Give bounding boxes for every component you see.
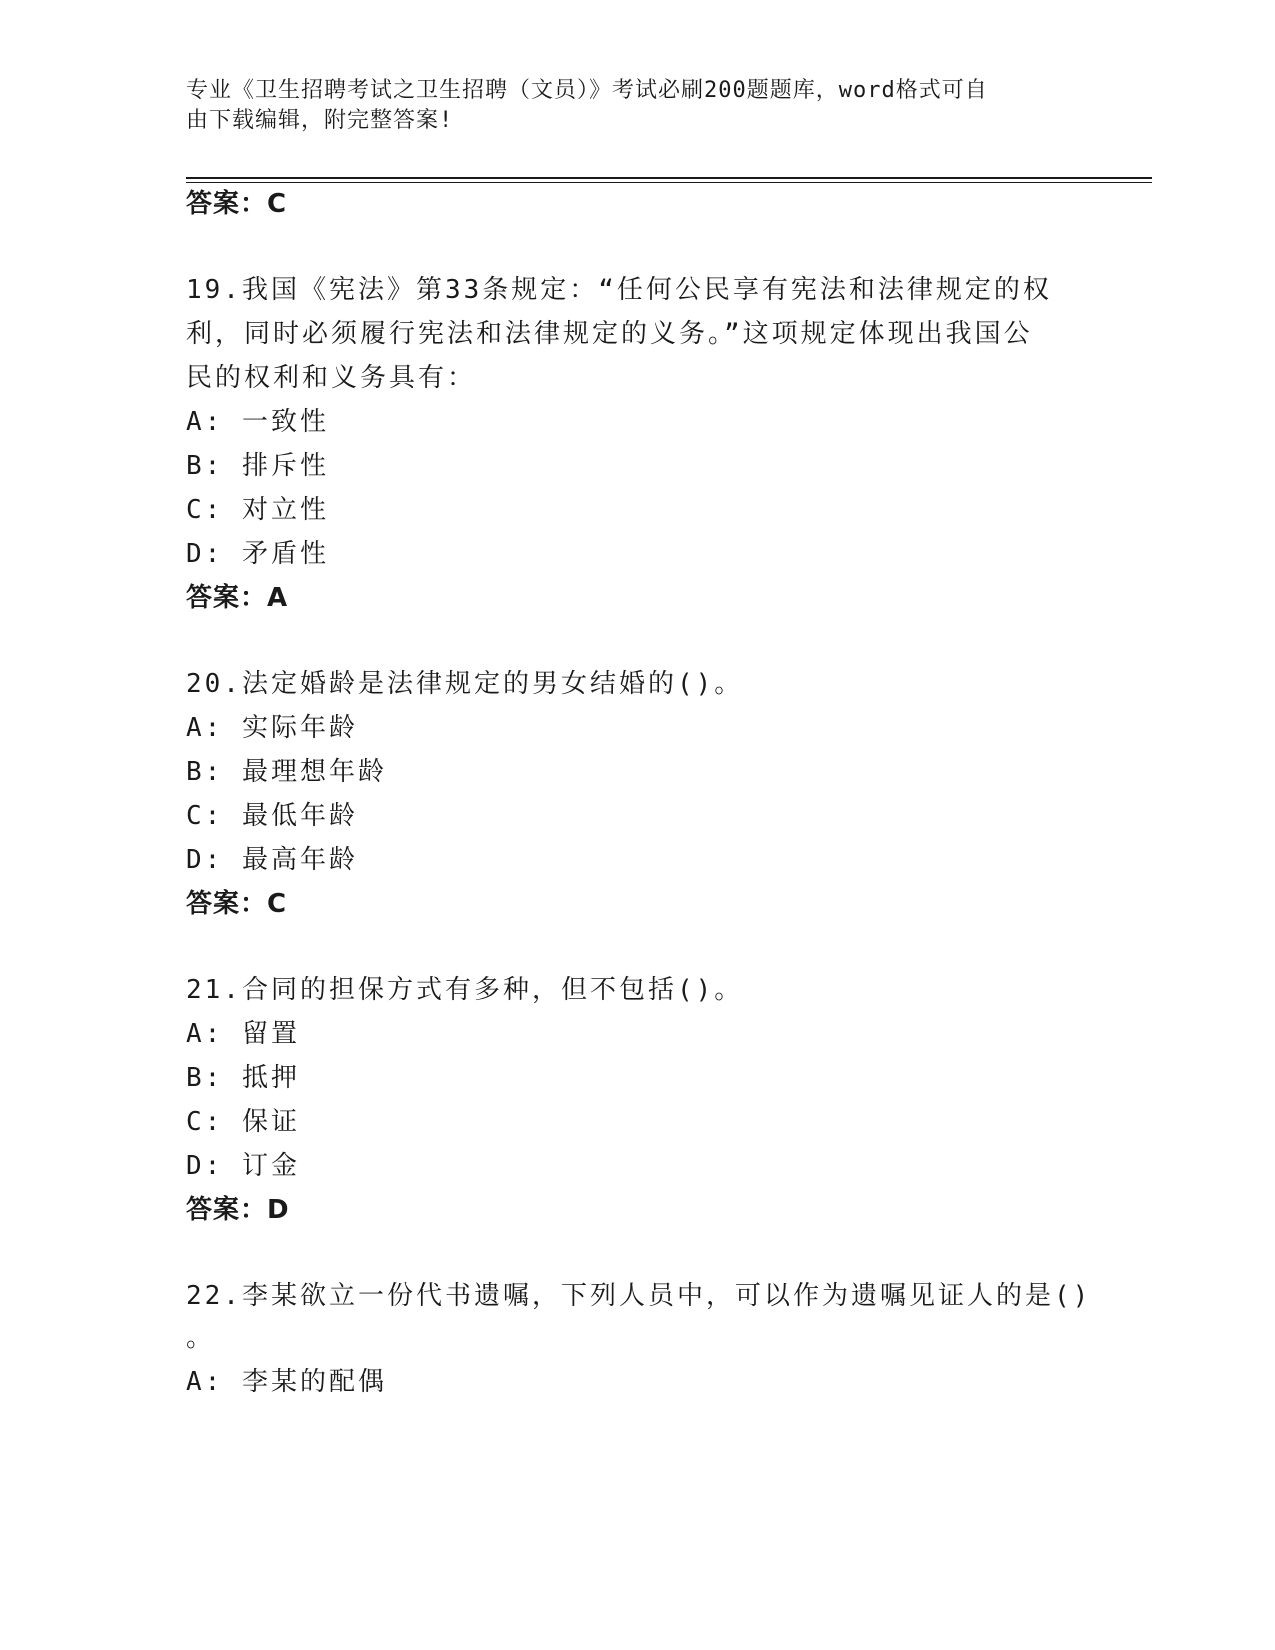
question-19-answer: 答案：A	[186, 583, 289, 613]
header-divider-thick	[186, 177, 1152, 179]
question-19-option-c: C: 对立性	[186, 495, 329, 525]
question-22-option-a: A: 李某的配偶	[186, 1367, 387, 1397]
header-divider-thin	[186, 182, 1152, 183]
question-22-stem-line-1: 22.李某欲立一份代书遗嘱，下列人员中，可以作为遗嘱见证人的是()	[186, 1281, 1092, 1311]
question-19-option-d: D: 矛盾性	[186, 539, 329, 569]
question-20-answer: 答案：C	[186, 889, 288, 919]
question-19-option-a: A: 一致性	[186, 407, 329, 437]
question-20-option-d: D: 最高年龄	[186, 845, 358, 875]
header-line-1: 专业《卫生招聘考试之卫生招聘（文员）》考试必刷200题题库，word格式可自	[186, 78, 988, 103]
document-header	[186, 76, 1066, 136]
question-21-option-b: B: 抵押	[186, 1063, 300, 1093]
question-20-option-b: B: 最理想年龄	[186, 757, 387, 787]
header-line-2: 由下载编辑，附完整答案!	[186, 108, 454, 133]
question-20-stem-line-1: 20.法定婚龄是法律规定的男女结婚的()。	[186, 669, 744, 699]
question-21-answer: 答案：D	[186, 1195, 290, 1225]
question-22-stem-line-2: 。	[186, 1323, 216, 1353]
question-19-stem-line-1: 19.我国《宪法》第33条规定：“任何公民享有宪法和法律规定的权	[186, 275, 1052, 305]
question-20-option-a: A: 实际年龄	[186, 713, 358, 743]
question-19-option-b: B: 排斥性	[186, 451, 329, 481]
question-19-stem-line-2: 利，同时必须履行宪法和法律规定的义务。”这项规定体现出我国公	[186, 319, 1033, 349]
previous-answer: 答案：C	[186, 189, 288, 219]
question-21-stem-line-1: 21.合同的担保方式有多种，但不包括()。	[186, 975, 744, 1005]
question-21-option-a: A: 留置	[186, 1019, 300, 1049]
question-20-option-c: C: 最低年龄	[186, 801, 358, 831]
question-19-stem-line-3: 民的权利和义务具有：	[186, 363, 477, 393]
question-21-option-c: C: 保证	[186, 1107, 300, 1137]
question-21-option-d: D: 订金	[186, 1151, 300, 1181]
